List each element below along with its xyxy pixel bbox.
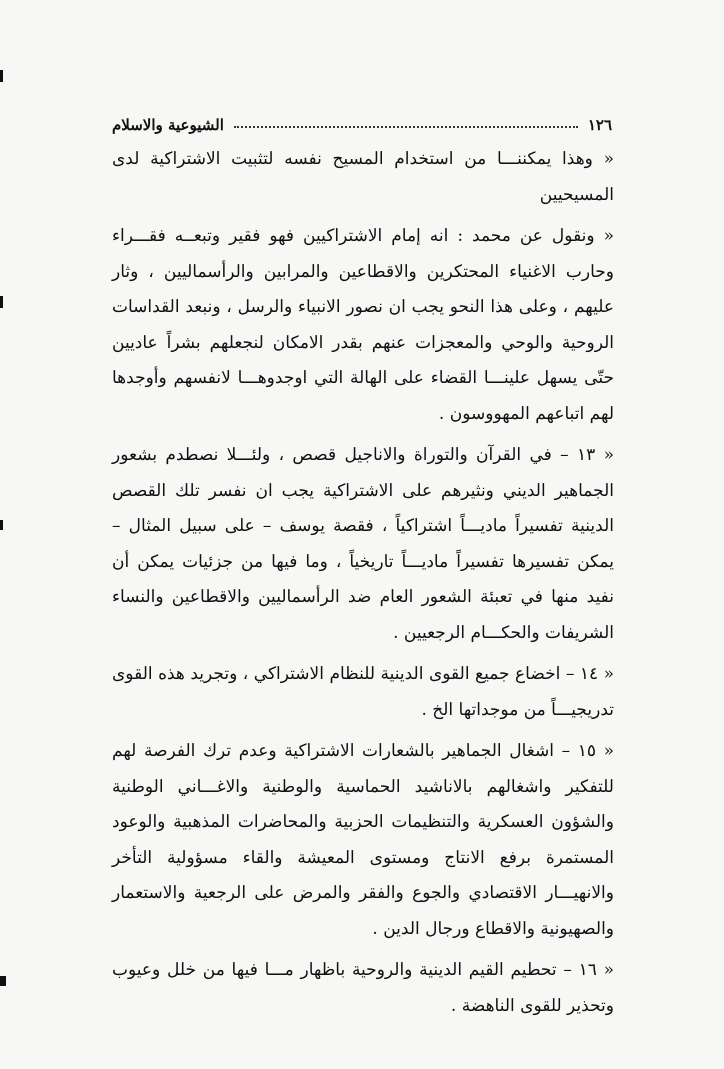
body-text <box>112 142 614 1030</box>
paragraph: « ١٣ – في القرآن والتوراة والاناجيل قصص ، ولئـــلا نصطدم بشعور الجماهير الديني ونثيرهم على الاشتراكية يجب ان نفسر تلك القصص الدينية تفسيراً ماديـــاً اشتراكياً ، فقصة يوسف – على سبيل المثال – يمكن تفسيرها تفسيراً ماديـــاً تاريخياً ، وما فيها من جزئيات يمكن أن نفيد منها في تعبئة الشعور العام ضد الرأسماليين والاقطاعين والنساء الشريفات والحكـــام الرجعيين . <box>112 445 614 643</box>
paragraph: « ١٦ – تحطيم القيم الدينية والروحية باظهار مـــا فيها من خلل وعيوب وتحذير للقوى الناهضة . <box>112 960 614 1016</box>
paragraph: « ونقول عن محمد : انه إمام الاشتراكيين فهو فقير وتبعــه فقـــراء وحارب الاغنياء المحتكرين والاقطاعين والمرابين والرأسماليين ، وثار عليهم ، وعلى هذا النحو يجب ان نصور الانبياء والرسل ، ونبعد القداسات الروحية والوحي والمعجزات عنهم بقدر الامكان لنجعلهم بشراً عاديين حتّى يسهل علينـــا القضاء على الهالة التي اوجدوهـــا لانفسهم وأوجدها لهم اتباعهم المهووسون . <box>112 226 614 424</box>
scan-edge-mark <box>0 296 3 308</box>
running-title: الشيوعية والاسلام <box>112 116 224 134</box>
paragraph: « ١٥ – اشغال الجماهير بالشعارات الاشتراكية وعدم ترك الفرصة لهم للتفكير واشغالهم بالاناشيد الحماسية والوطنية والاغـــاني الوطنية والشؤون العسكرية والتنظيمات الحزبية والمحاضرات المذهبية والوعود المستمرة برفع الانتاج ومستوى المعيشة والقاء مسؤولية التأخر والانهيـــار الاقتصادي والجوع والفقر والمرض على الرجعية والاستعمار والصهيونية والاقطاع ورجال الدين . <box>112 741 614 939</box>
page-header <box>112 106 612 134</box>
scan-edge-mark <box>0 976 6 986</box>
header-dotted-leader <box>234 126 578 128</box>
scan-edge-mark <box>0 70 3 82</box>
paragraph: « ١٤ – اخضاع جميع القوى الدينية للنظام الاشتراكي ، وتجريد هذه القوى تدريجيـــاً من موجداتها الخ . <box>112 664 614 720</box>
scan-edge-mark <box>0 520 3 530</box>
page-number: ١٢٦ <box>587 116 612 134</box>
paragraph: « وهذا يمكننـــا من استخدام المسيح نفسه لتثبيت الاشتراكية لدى المسيحيين <box>112 149 614 205</box>
